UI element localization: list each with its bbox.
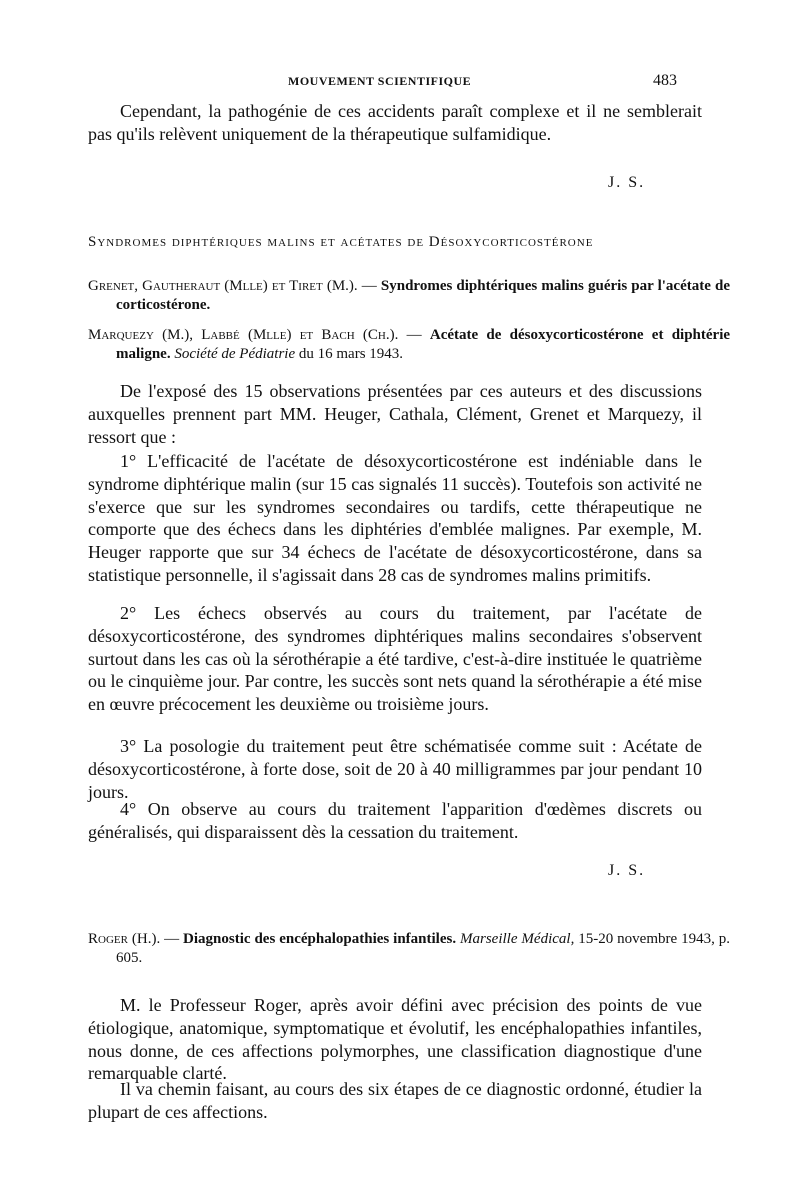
- section-title: Syndromes diphtériques malins et acétates de Désoxycorticostérone: [88, 234, 594, 250]
- signature-2: J. S.: [608, 862, 646, 879]
- paragraph-point-2: 2° Les échecs observés au cours du traitement, par l'acétate de désoxycorticostérone, des syndromes diphtériques malins secondaires s'observent surtout dans les cas où la sérothérapie a été tardive, c'est-à-dire instituée le quatrième ou le cinquième jour. Par contre, les succès sont nets quand la sérothérapie a été mise en œuvre précocement les deuxième ou troisième jours.: [88, 603, 702, 715]
- ref3-date: 15-20 novembre 1943, p. 605.: [116, 931, 730, 966]
- ref3-journal: Marseille Médical,: [460, 931, 575, 947]
- ref2-authors: Marquezy (M.), Labbé (Mlle) et Bach (Ch.).: [88, 327, 399, 343]
- ref3-separator: —: [164, 931, 180, 947]
- ref3-title: Diagnostic des encéphalopathies infantiles.: [183, 931, 457, 947]
- paragraph-point-4: 4° On observe au cours du traitement l'apparition d'œdèmes discrets ou généralisés, qui disparaissent dès la cessation du traitement.: [88, 799, 702, 842]
- ref2-journal: Société de Pédiatrie: [174, 346, 296, 362]
- ref2-title: Acétate de désoxycorticostérone et diphtérie maligne.: [116, 327, 731, 362]
- paragraph-point-1: 1° L'efficacité de l'acétate de désoxycorticostérone est indéniable dans le syndrome diphtérique malin (sur 15 cas signalés 11 succès). Toutefois son activité ne s'exerce que sur les syndromes secondaires ou tardifs, cette thérapeutique ne comporte que des échecs dans les diphtéries d'emblée malignes. Par exemple, M. Heuger rapporte que sur 34 échecs de l'acétate de désoxycorticostérone, dans sa statistique personnelle, il s'agissait dans 28 cas de syndromes malins primitifs.: [88, 451, 702, 585]
- reference-marquezy: [88, 326, 730, 364]
- paragraph-roger: M. le Professeur Roger, après avoir défini avec précision des points de vue étiologique, anatomique, symptomatique et évolutif, les encéphalopathies infantiles, nous donne, de ces affections polymorphes, une classification diagnostique d'une remarquable clarté.: [88, 995, 702, 1084]
- ref2-separator: —: [406, 327, 422, 343]
- ref1-title: Syndromes diphtériques malins guéris par l'acétate de corticostérone.: [116, 278, 730, 313]
- paragraph-pathogenie: Cependant, la pathogénie de ces accidents paraît complexe et il ne semblerait pas qu'ils relèvent uniquement de la thérapeutique sulfamidique.: [88, 101, 702, 144]
- paragraph-point-3: 3° La posologie du traitement peut être schématisée comme suit : Acétate de désoxycorticostérone, à forte dose, soit de 20 à 40 milligrammes par jour pendant 10 jours.: [88, 736, 702, 802]
- ref1-separator: —: [361, 278, 377, 294]
- reference-grenet: [88, 277, 730, 315]
- reference-roger: [88, 930, 730, 968]
- paragraph-expose: De l'exposé des 15 observations présentées par ces auteurs et des discussions auxquelles prennent part MM. Heuger, Cathala, Clément, Grenet et Marquezy, il ressort que :: [88, 381, 702, 447]
- page-number: 483: [653, 72, 677, 89]
- ref1-authors: Grenet, Gautheraut (Mlle) et Tiret (M.).: [88, 278, 358, 294]
- ref3-authors: Roger (H.).: [88, 931, 161, 947]
- ref2-date: du 16 mars 1943.: [298, 346, 404, 362]
- page-header: [0, 72, 800, 92]
- running-head: MOUVEMENT SCIENTIFIQUE: [288, 74, 472, 88]
- paragraph-chemin: Il va chemin faisant, au cours des six étapes de ce diagnostic ordonné, étudier la plupart de ces affections.: [88, 1079, 702, 1122]
- signature-1: J. S.: [608, 174, 646, 191]
